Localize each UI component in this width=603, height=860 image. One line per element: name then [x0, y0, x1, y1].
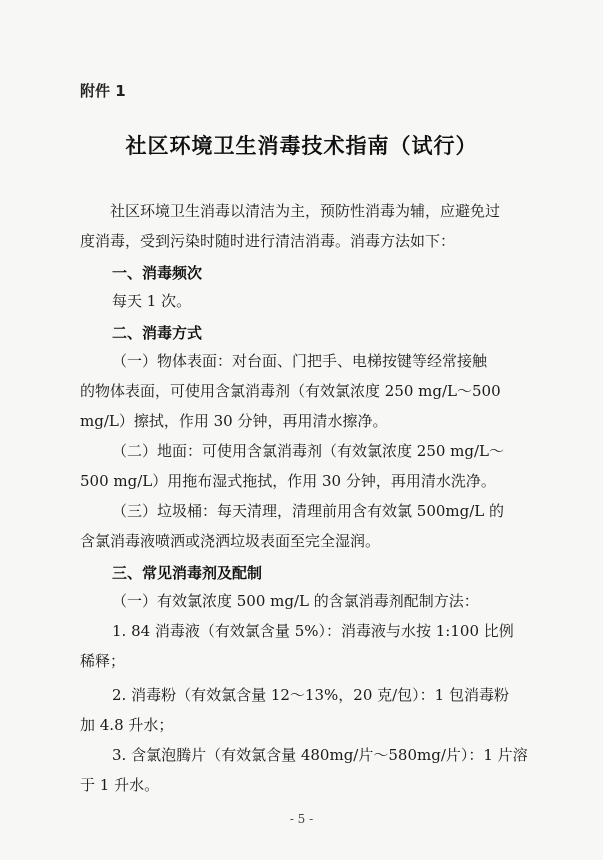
- section-heading-method: 二、消毒方式: [112, 324, 203, 342]
- method-item-1-line-3: mg/L）擦拭，作用 30 分钟，再用清水擦净。: [80, 412, 388, 430]
- section-heading-frequency: 一、消毒频次: [112, 264, 203, 282]
- disinfectant-item-1-line-2: 稀释；: [80, 652, 126, 670]
- document-title: 社区环境卫生消毒技术指南（试行）: [125, 134, 478, 158]
- method-item-2-line-2: 500 mg/L）用拖布湿式拖拭，作用 30 分钟，再用清水洗净。: [80, 472, 496, 490]
- page-number: - 5 -: [289, 812, 314, 826]
- method-item-3-line-2: 含氯消毒液喷洒或浇洒垃圾表面至完全湿润。: [80, 532, 381, 550]
- disinfectant-subheading: （一）有效氯浓度 500 mg/L 的含氯消毒剂配制方法：: [112, 592, 479, 610]
- method-item-2-line-1: （二）地面：可使用含氯消毒剂（有效氯浓度 250 mg/L～: [112, 442, 505, 460]
- disinfectant-item-1-line-1: 1. 84 消毒液（有效氯含量 5%）：消毒液与水按 1:100 比例: [112, 622, 514, 640]
- method-item-1-line-2: 的物体表面，可使用含氯消毒剂（有效氯浓度 250 mg/L～500: [80, 382, 501, 400]
- disinfectant-item-2-line-2: 加 4.8 升水；: [80, 716, 174, 734]
- method-item-3-line-1: （三）垃圾桶：每天清理，清理前用含有效氯 500mg/L 的: [112, 502, 505, 520]
- disinfectant-item-3-line-2: 于 1 升水。: [80, 776, 160, 794]
- method-item-1-line-1: （一）物体表面：对台面、门把手、电梯按键等经常接触: [112, 352, 488, 370]
- intro-line-1: 社区环境卫生消毒以清洁为主，预防性消毒为辅，应避免过: [110, 202, 501, 220]
- section-heading-disinfectants: 三、常见消毒剂及配制: [112, 564, 263, 582]
- attachment-label: 附件 1: [80, 82, 126, 100]
- frequency-text: 每天 1 次。: [112, 292, 192, 310]
- disinfectant-item-3-line-1: 3. 含氯泡腾片（有效氯含量 480mg/片～580mg/片）：1 片溶: [112, 746, 528, 764]
- disinfectant-item-2-line-1: 2. 消毒粉（有效氯含量 12～13%，20 克/包）：1 包消毒粉: [112, 686, 509, 704]
- intro-line-2: 度消毒，受到污染时随时进行清洁消毒。消毒方法如下：: [80, 232, 456, 250]
